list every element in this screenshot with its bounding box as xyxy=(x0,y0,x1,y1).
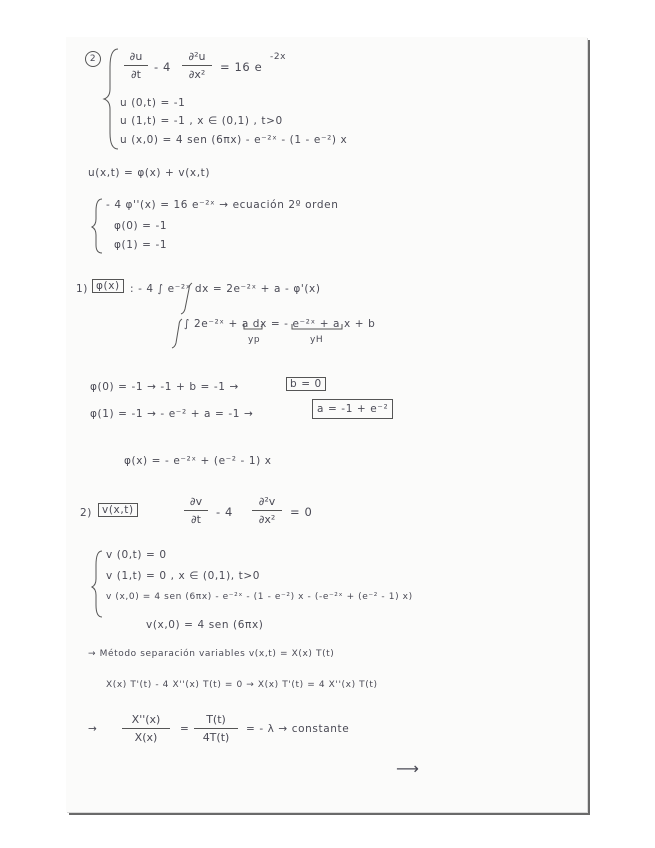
step2-coef: - 4 xyxy=(216,505,233,519)
step1-line2: ∫ 2e⁻²ˣ + a dx = - e⁻²ˣ + a x + b xyxy=(184,318,376,330)
step2-boxed: v(x,t) xyxy=(98,503,138,517)
step2-label: 2) xyxy=(80,507,92,519)
step1-bc1: φ(0) = -1 → -1 + b = -1 → xyxy=(90,381,239,393)
step1-boxed: φ(x) xyxy=(92,279,124,293)
pde-d2u-dx2: ∂²u ∂x² xyxy=(182,50,212,81)
step2-condition-1: v (0,t) = 0 xyxy=(106,549,167,561)
step2-ratio-rhs: = - λ → constante xyxy=(246,723,350,735)
condition-3: u (x,0) = 4 sen (6πx) - e⁻²ˣ - (1 - e⁻²) x xyxy=(120,134,348,146)
step2-separation: X(x) T'(t) - 4 X''(x) T(t) = 0 → X(x) T'(t) = 4 X''(x) T(t) xyxy=(106,680,378,690)
pde-rhs: = 16 e xyxy=(220,60,263,74)
continue-arrow: ⟶ xyxy=(396,759,420,778)
handwritten-page xyxy=(66,37,587,812)
step1-line1: : - 4 ∫ e⁻²ˣ dx = 2e⁻²ˣ + a - φ'(x) xyxy=(130,283,321,295)
decomposition: u(x,t) = φ(x) + v(x,t) xyxy=(88,167,211,179)
step2-dv-dt: ∂v ∂t xyxy=(184,495,208,526)
ode-bc-2: φ(1) = -1 xyxy=(114,239,168,251)
step2-d2v-dx2: ∂²v ∂x² xyxy=(252,495,282,526)
step2-method: → Método separación variables v(x,t) = X(x) T(t) xyxy=(88,649,335,659)
step1-bc2: φ(1) = -1 → - e⁻² + a = -1 → xyxy=(90,408,254,420)
step2-condition-3: v (x,0) = 4 sen (6πx) - e⁻²ˣ - (1 - e⁻²) x - (-e⁻²ˣ + (e⁻² - 1) x) xyxy=(106,592,413,602)
brace-system-1 xyxy=(66,37,587,812)
condition-2: u (1,t) = -1 , x ∈ (0,1) , t>0 xyxy=(120,115,283,127)
pde-du-dt: ∂u ∂t xyxy=(124,50,148,81)
step1-bc2-result: a = -1 + e⁻² xyxy=(312,399,393,419)
pde-coef: - 4 xyxy=(154,60,171,74)
step1-solution: φ(x) = - e⁻²ˣ + (e⁻² - 1) x xyxy=(124,455,272,467)
pde-rhs-exponent: -2x xyxy=(270,52,287,62)
ode-bc-1: φ(0) = -1 xyxy=(114,220,168,232)
step1-bc1-result: b = 0 xyxy=(286,377,326,391)
step2-ratio-arrow: → xyxy=(88,723,98,735)
step2-condition-2: v (1,t) = 0 , x ∈ (0,1), t>0 xyxy=(106,570,261,582)
step2-simplified: v(x,0) = 4 sen (6πx) xyxy=(146,619,264,631)
step1-yh: yH xyxy=(310,335,324,345)
step2-ratio-x: X''(x) X(x) xyxy=(122,713,170,744)
ode-equation: - 4 φ''(x) = 16 e⁻²ˣ → ecuación 2º orden xyxy=(106,199,339,211)
step1-label: 1) xyxy=(76,283,88,295)
condition-1: u (0,t) = -1 xyxy=(120,97,186,109)
problem-number: 2 xyxy=(85,51,101,67)
step1-yp: yp xyxy=(248,335,261,345)
step2-ratio-t: T(t) 4T(t) xyxy=(194,713,238,744)
step2-rhs: = 0 xyxy=(290,505,313,519)
step2-ratio-eq: = xyxy=(180,723,190,735)
